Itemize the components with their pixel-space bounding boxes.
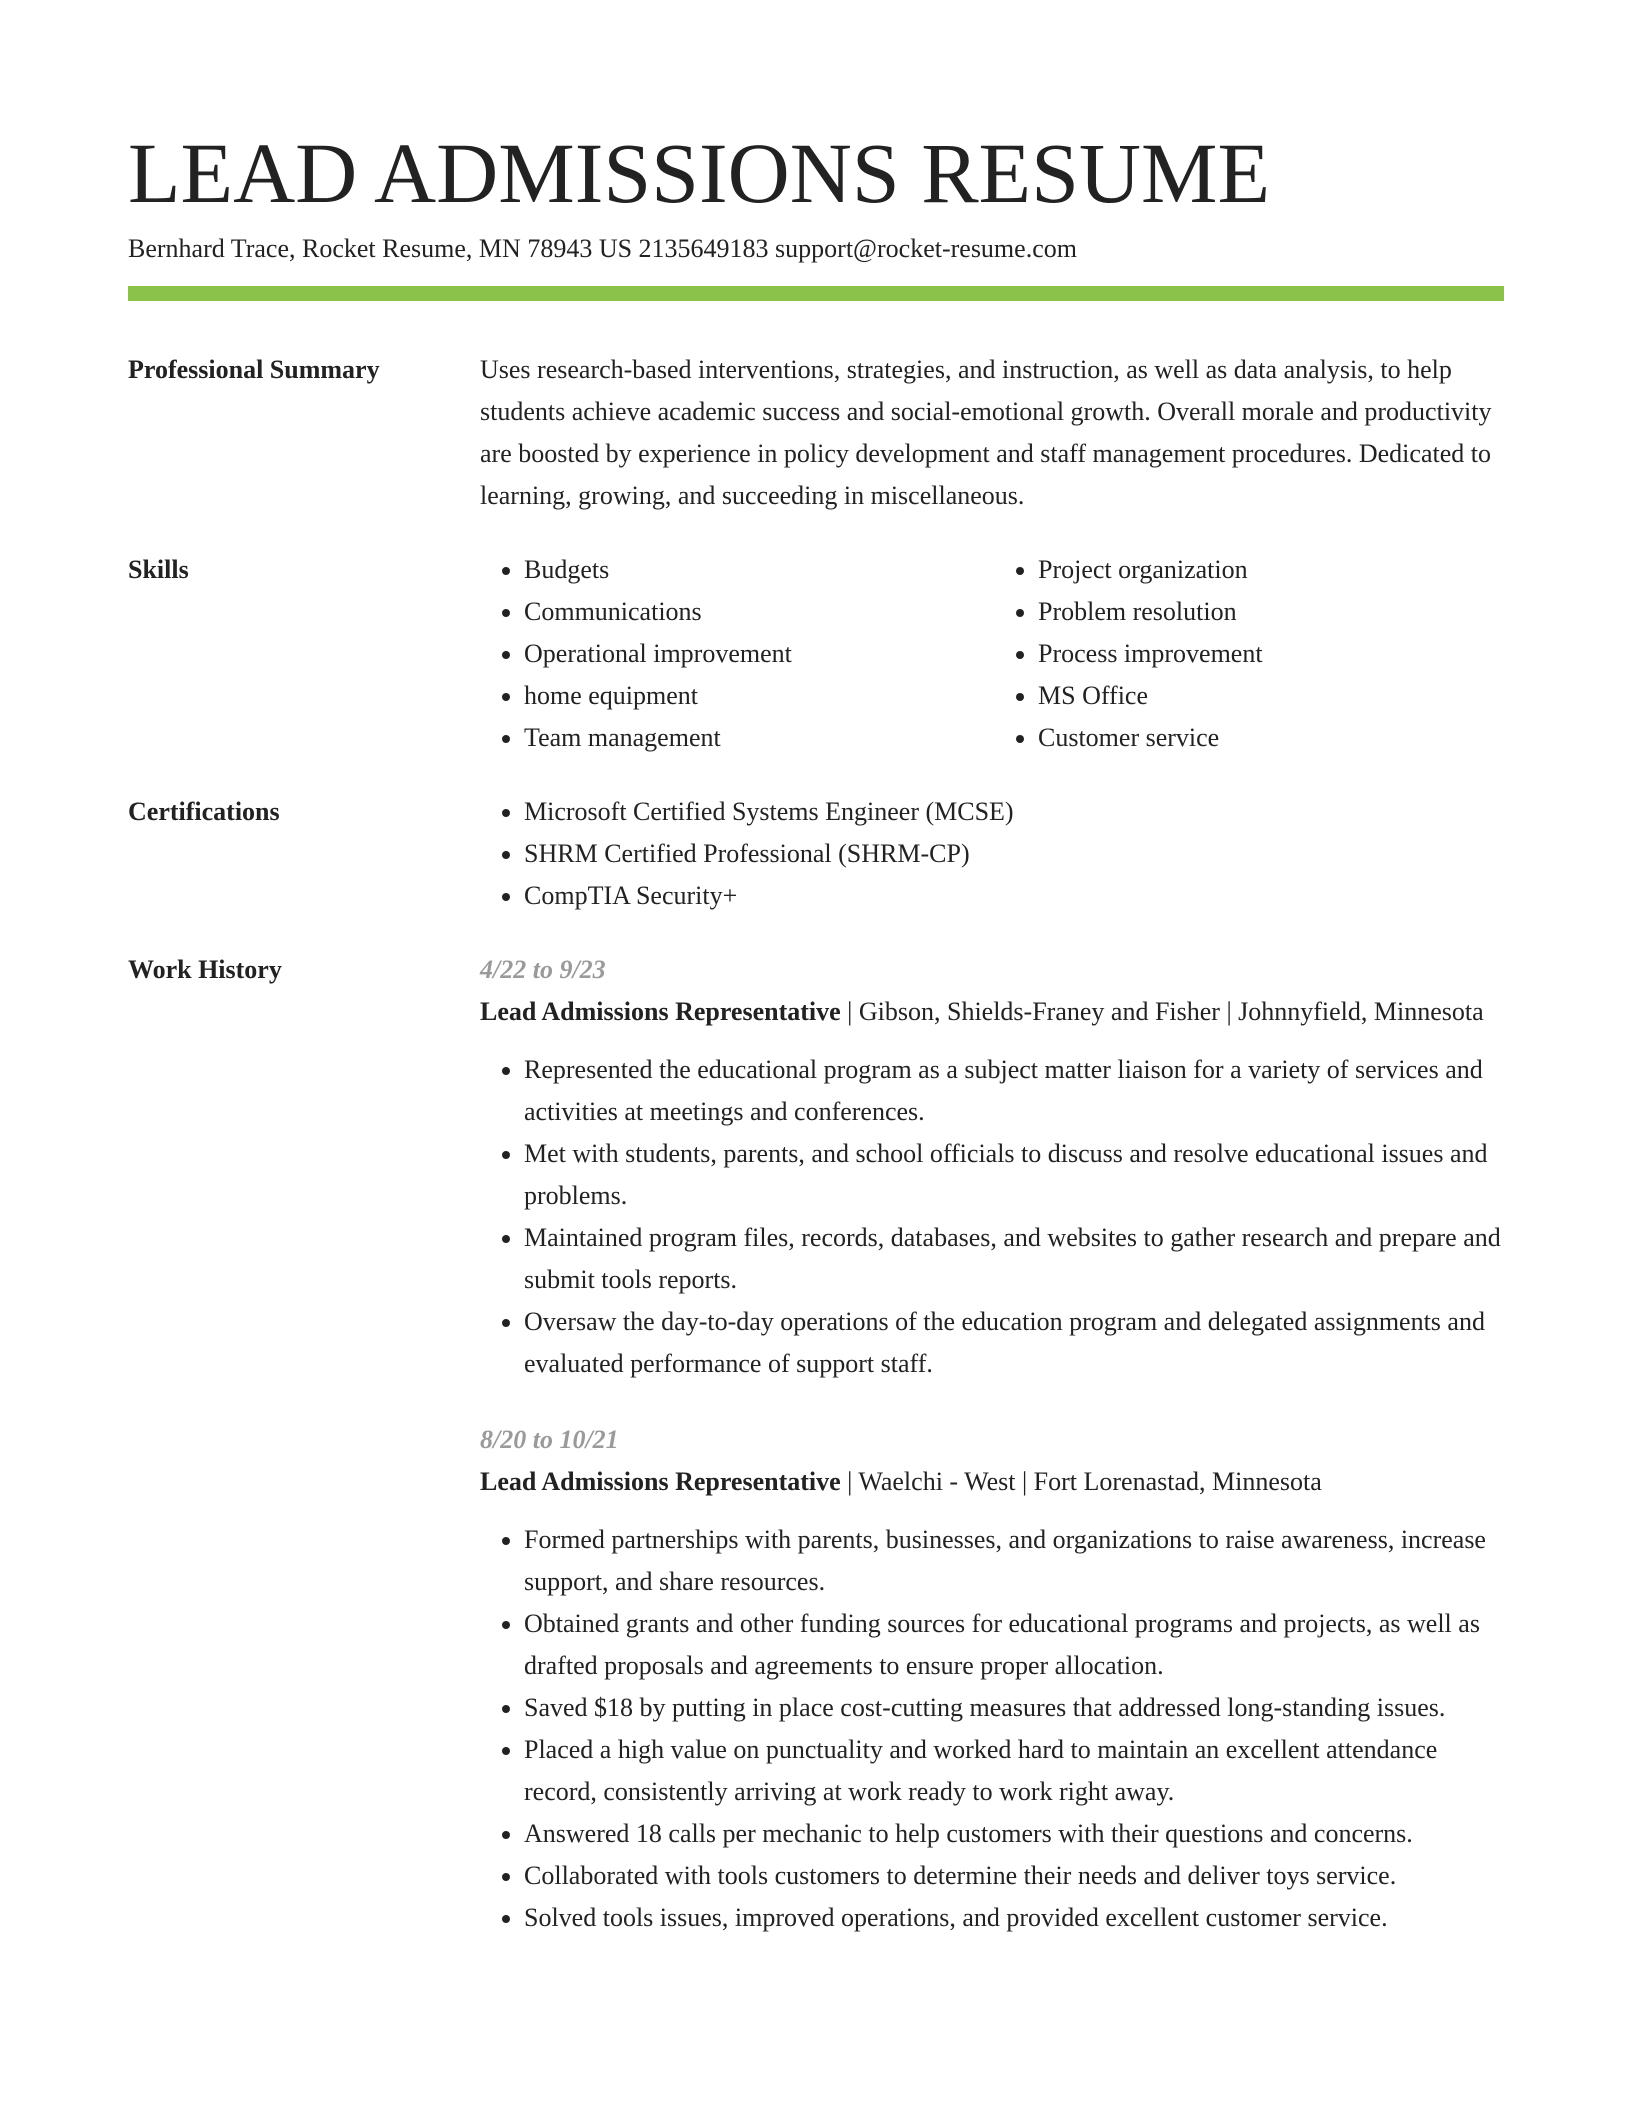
job-bullet: • Formed partnerships with parents, businesses, and organizations to raise awareness, increase support, and share resources. [524, 1519, 1504, 1603]
skill-item: • Communications [524, 591, 984, 633]
certification-item: • CompTIA Security+ [524, 875, 1504, 917]
skill-item: • Customer service [1038, 717, 1498, 759]
job-details: | Waelchi - West | Fort Lorenastad, Minnesota [840, 1467, 1322, 1496]
job-entry [480, 1419, 1504, 1939]
job-bullet: • Placed a high value on punctuality and worked hard to maintain an excellent attendance record, consistently arriving at work ready to work right away. [524, 1729, 1504, 1813]
job-title: Lead Admissions Representative [480, 1467, 841, 1496]
job-heading [480, 1461, 1504, 1503]
job-title: Lead Admissions Representative [480, 997, 841, 1026]
certifications-label: Certifications [128, 797, 280, 826]
skills-label: Skills [128, 555, 189, 584]
job-bullet: • Maintained program files, records, databases, and websites to gather research and prepare and submit tools reports. [524, 1217, 1504, 1301]
skill-item: • Operational improvement [524, 633, 984, 675]
certification-item: • Microsoft Certified Systems Engineer (MCSE) [524, 791, 1504, 833]
job-bullet: • Oversaw the day-to-day operations of the education program and delegated assignments and evaluated performance of support staff. [524, 1301, 1504, 1385]
job-bullet: • Represented the educational program as a subject matter liaison for a variety of services and activities at meetings and conferences. [524, 1049, 1504, 1133]
job-bullets [480, 1049, 1504, 1385]
skills-body [480, 549, 1504, 759]
certification-item: • SHRM Certified Professional (SHRM-CP) [524, 833, 1504, 875]
job-details: | Gibson, Shields-Franey and Fisher | Johnnyfield, Minnesota [840, 997, 1484, 1026]
skill-item: • home equipment [524, 675, 984, 717]
skill-item: • Budgets [524, 549, 984, 591]
summary-text: Uses research-based interventions, strategies, and instruction, as well as data analysis, to help students achieve academic success and social-emotional growth. Overall morale and productivity are boosted by experience in policy development and staff management procedures. Dedicated to learning, growing, and succeeding in miscellaneous. [480, 355, 1492, 510]
job-bullets [480, 1519, 1504, 1939]
skill-item: • Process improvement [1038, 633, 1498, 675]
skill-item: • Team management [524, 717, 984, 759]
summary-body [480, 349, 1504, 517]
certifications-body [480, 791, 1504, 917]
certifications-list [480, 791, 1504, 917]
skill-item: • Problem resolution [1038, 591, 1498, 633]
job-heading [480, 991, 1504, 1033]
job-entry [480, 949, 1504, 1385]
skill-item: • MS Office [1038, 675, 1498, 717]
job-date: 8/20 to 10/21 [480, 1425, 619, 1454]
job-bullet: • Solved tools issues, improved operations, and provided excellent customer service. [524, 1897, 1504, 1939]
work-history-body [480, 949, 1504, 1973]
skills-list-right [994, 549, 1498, 759]
job-bullet: • Collaborated with tools customers to determine their needs and deliver toys service. [524, 1855, 1504, 1897]
skill-item: • Project organization [1038, 549, 1498, 591]
job-bullet: • Answered 18 calls per mechanic to help customers with their questions and concerns. [524, 1813, 1504, 1855]
summary-label: Professional Summary [128, 355, 380, 384]
job-bullet: • Saved $18 by putting in place cost-cutting measures that addressed long-standing issues. [524, 1687, 1504, 1729]
header-divider [128, 286, 1504, 301]
job-bullet: • Obtained grants and other funding sources for educational programs and projects, as well as drafted proposals and agreements to ensure proper allocation. [524, 1603, 1504, 1687]
work-history-label: Work History [128, 955, 282, 984]
job-date: 4/22 to 9/23 [480, 955, 606, 984]
job-bullet: • Met with students, parents, and school officials to discuss and resolve educational issues and problems. [524, 1133, 1504, 1217]
resume-title: LEAD ADMISSIONS RESUME [128, 125, 1271, 221]
contact-line: Bernhard Trace, Rocket Resume, MN 78943 US 2135649183 support@rocket-resume.com [128, 234, 1077, 263]
skills-list-left [480, 549, 984, 759]
